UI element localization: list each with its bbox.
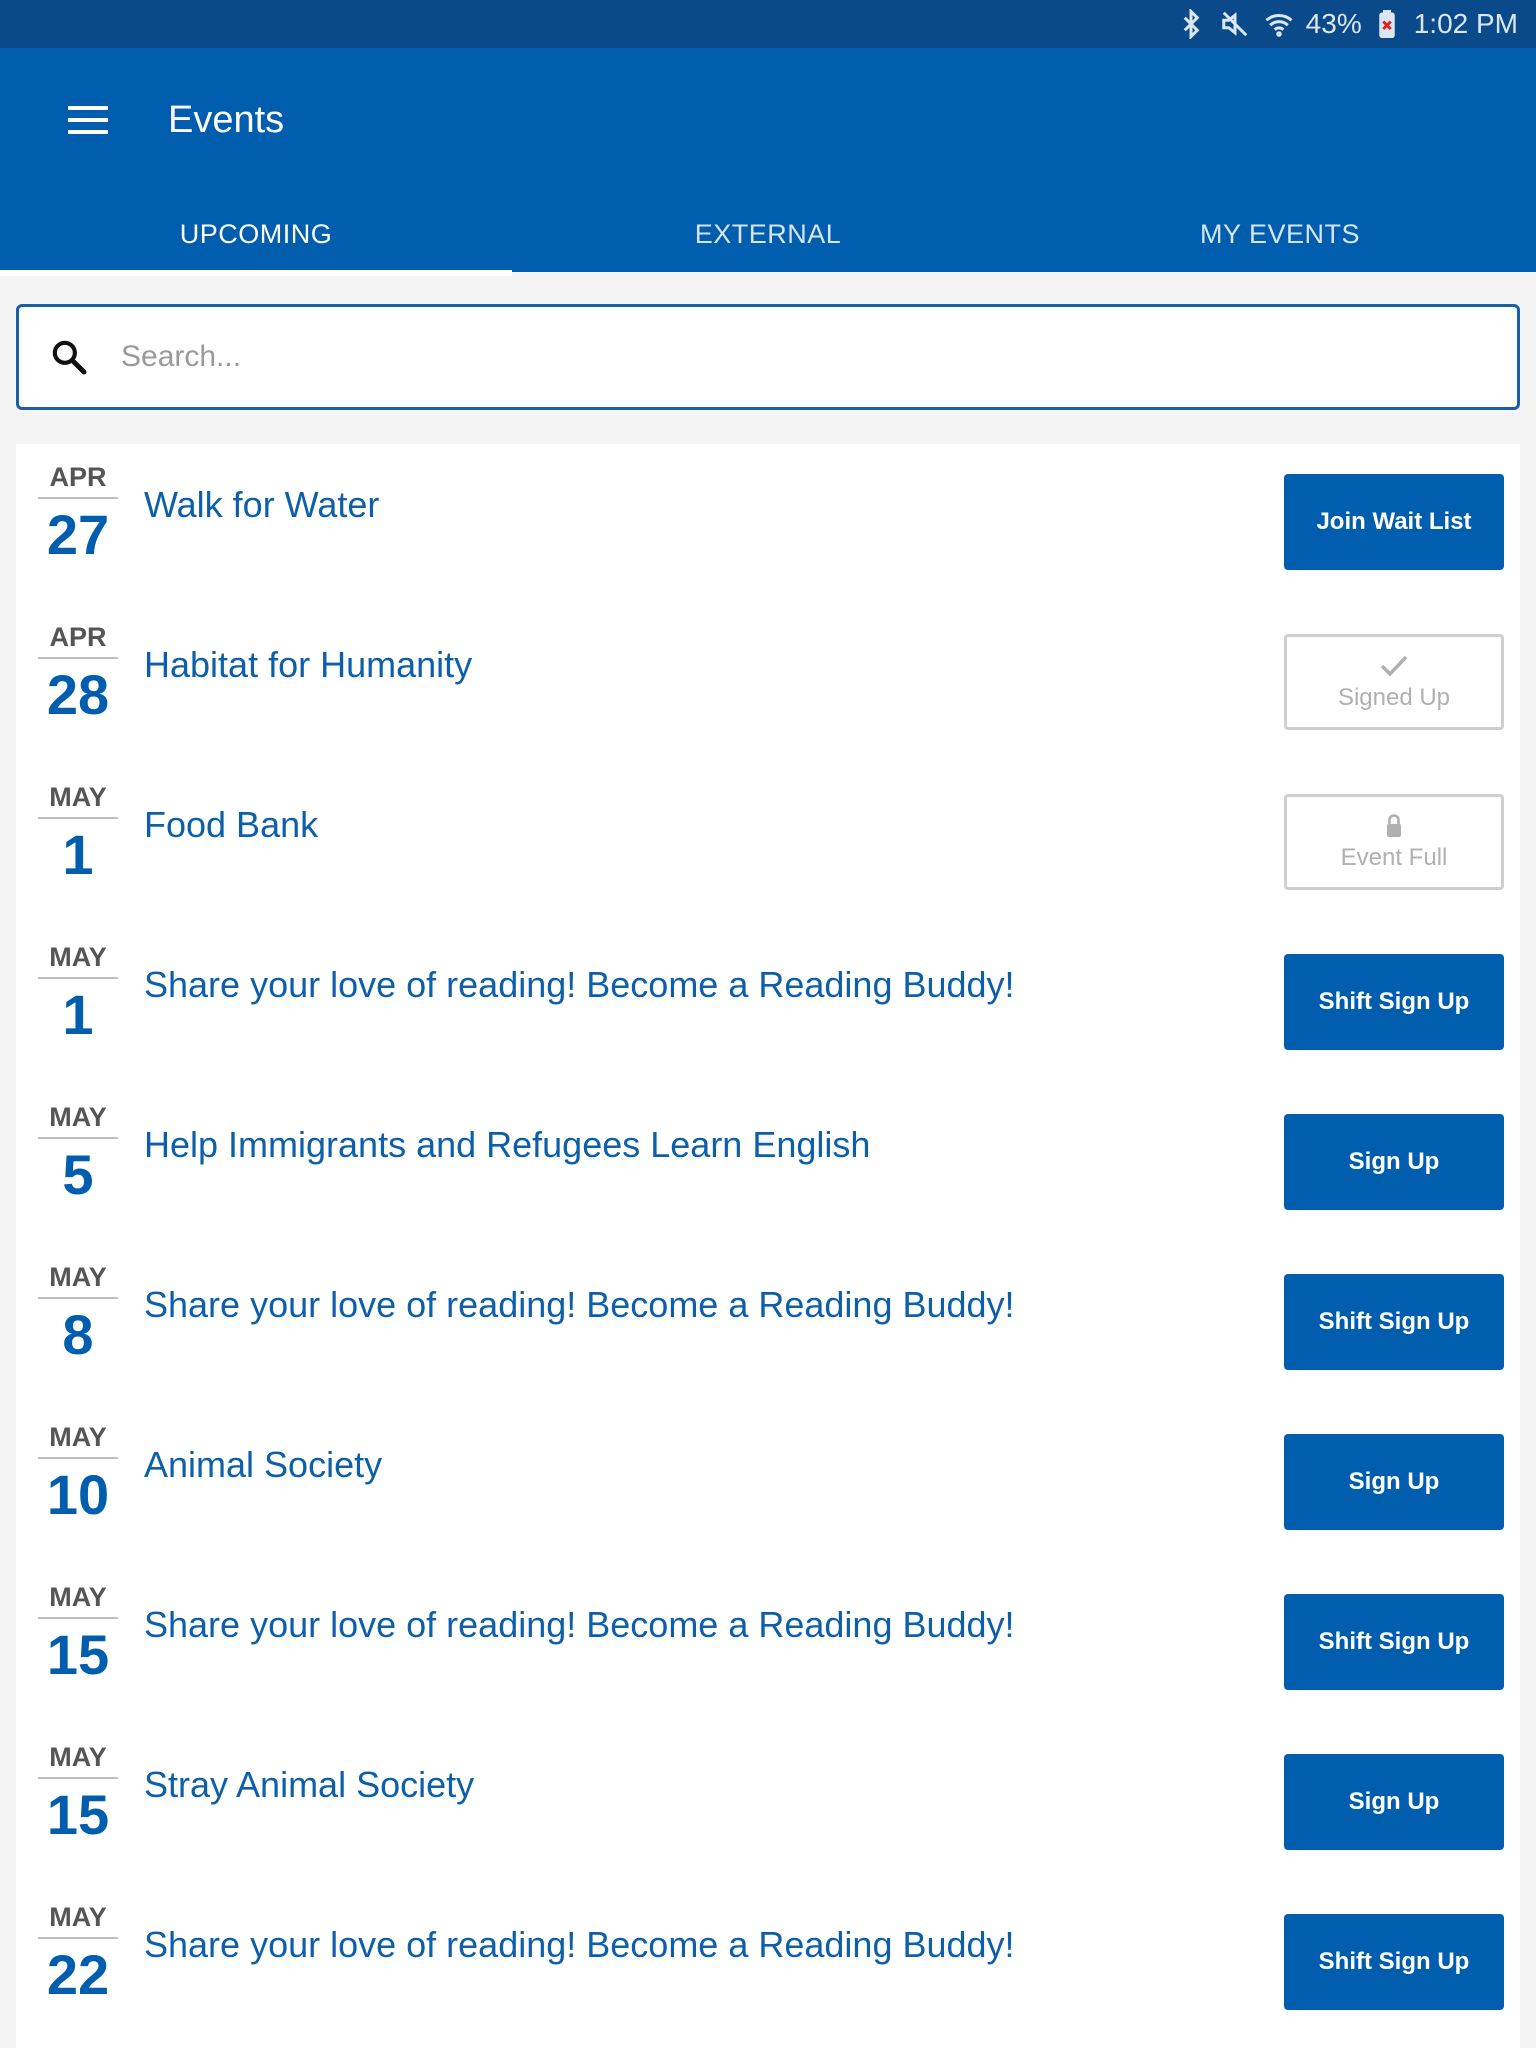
button-label: Shift Sign Up <box>1318 1948 1470 1975</box>
search-bar <box>16 304 1520 410</box>
button-label: Shift Sign Up <box>1318 1628 1470 1655</box>
event-day: 28 <box>46 663 110 726</box>
app-bar <box>0 48 1536 272</box>
event-date <box>38 1262 118 1367</box>
event-month: MAY <box>38 1582 118 1619</box>
join-wait-list-button[interactable] <box>1284 474 1504 570</box>
event-row <box>16 924 1520 1084</box>
event-day: 15 <box>46 1623 110 1686</box>
tab-my-events[interactable]: MY EVENTS <box>1199 218 1361 249</box>
checkmark-icon <box>1378 652 1410 680</box>
tab-bar <box>0 196 1536 272</box>
event-date <box>38 1582 118 1687</box>
sign-up-button[interactable] <box>1284 1754 1504 1850</box>
event-month: MAY <box>38 1102 118 1139</box>
event-date <box>38 622 118 727</box>
event-month: MAY <box>38 1742 118 1779</box>
event-row <box>16 1084 1520 1244</box>
event-row <box>16 1884 1520 2044</box>
event-row <box>16 1244 1520 1404</box>
bluetooth-icon <box>1172 5 1210 43</box>
battery-icon <box>1368 5 1406 43</box>
search-input[interactable] <box>119 339 1517 375</box>
event-month: MAY <box>38 1422 118 1459</box>
shift-sign-up-button[interactable] <box>1284 1274 1504 1370</box>
event-title[interactable]: Share your love of reading! Become a Reading Buddy! <box>144 1924 1015 1965</box>
event-month: APR <box>38 462 118 499</box>
event-row <box>16 604 1520 764</box>
event-date <box>38 1422 118 1527</box>
search-icon <box>49 337 89 377</box>
button-label: Sign Up <box>1348 1788 1440 1815</box>
event-day: 27 <box>46 503 110 566</box>
event-row <box>16 1404 1520 1564</box>
event-title[interactable]: Stray Animal Society <box>144 1764 475 1805</box>
event-title[interactable]: Share your love of reading! Become a Reading Buddy! <box>144 1604 1015 1645</box>
event-month: MAY <box>38 1902 118 1939</box>
page-title: Events <box>168 99 285 141</box>
event-day: 1 <box>62 823 94 886</box>
event-month: APR <box>38 622 118 659</box>
event-month: MAY <box>38 1262 118 1299</box>
event-title[interactable]: Help Immigrants and Refugees Learn English <box>144 1124 871 1165</box>
event-row <box>16 1564 1520 1724</box>
event-day: 1 <box>62 983 94 1046</box>
event-month: MAY <box>38 942 118 979</box>
event-day: 8 <box>62 1303 94 1366</box>
tab-upcoming[interactable]: UPCOMING <box>0 196 512 272</box>
tab-external[interactable]: EXTERNAL <box>694 218 842 249</box>
event-date <box>38 942 118 1047</box>
event-date <box>38 1742 118 1847</box>
shift-sign-up-button[interactable] <box>1284 1594 1504 1690</box>
sign-up-button[interactable] <box>1284 1114 1504 1210</box>
event-title[interactable]: Share your love of reading! Become a Reading Buddy! <box>144 964 1015 1005</box>
event-day: 10 <box>46 1463 110 1526</box>
lock-icon <box>1378 812 1410 840</box>
event-day: 15 <box>46 1783 110 1846</box>
event-row <box>16 764 1520 924</box>
button-label: Event Full <box>1340 844 1448 871</box>
signed-up-button[interactable] <box>1284 634 1504 730</box>
battery-percent: 43% <box>1305 8 1362 39</box>
event-list <box>16 444 1520 2048</box>
wifi-icon <box>1260 5 1298 43</box>
sign-up-button[interactable] <box>1284 1434 1504 1530</box>
button-label: Sign Up <box>1348 1148 1440 1175</box>
mute-icon <box>1216 5 1254 43</box>
event-title[interactable]: Share your love of reading! Become a Reading Buddy! <box>144 1284 1015 1325</box>
event-title[interactable]: Animal Society <box>144 1444 383 1485</box>
button-label: Join Wait List <box>1316 508 1472 535</box>
event-full-button[interactable] <box>1284 794 1504 890</box>
event-day: 22 <box>46 1943 110 2006</box>
button-label: Signed Up <box>1337 684 1451 711</box>
event-date <box>38 462 118 567</box>
status-bar <box>0 0 1536 48</box>
button-label: Shift Sign Up <box>1318 988 1470 1015</box>
shift-sign-up-button[interactable] <box>1284 1914 1504 2010</box>
button-label: Sign Up <box>1348 1468 1440 1495</box>
event-month: MAY <box>38 782 118 819</box>
event-title[interactable]: Food Bank <box>144 804 319 845</box>
event-row <box>16 444 1520 604</box>
event-date <box>38 782 118 887</box>
event-date <box>38 1102 118 1207</box>
event-day: 5 <box>62 1143 94 1206</box>
event-date <box>38 1902 118 2007</box>
clock: 1:02 PM <box>1413 8 1518 39</box>
event-title[interactable]: Habitat for Humanity <box>144 644 473 685</box>
hamburger-menu-icon[interactable] <box>58 90 118 150</box>
button-label: Shift Sign Up <box>1318 1308 1470 1335</box>
shift-sign-up-button[interactable] <box>1284 954 1504 1050</box>
event-title[interactable]: Walk for Water <box>144 484 380 525</box>
event-row <box>16 1724 1520 1884</box>
